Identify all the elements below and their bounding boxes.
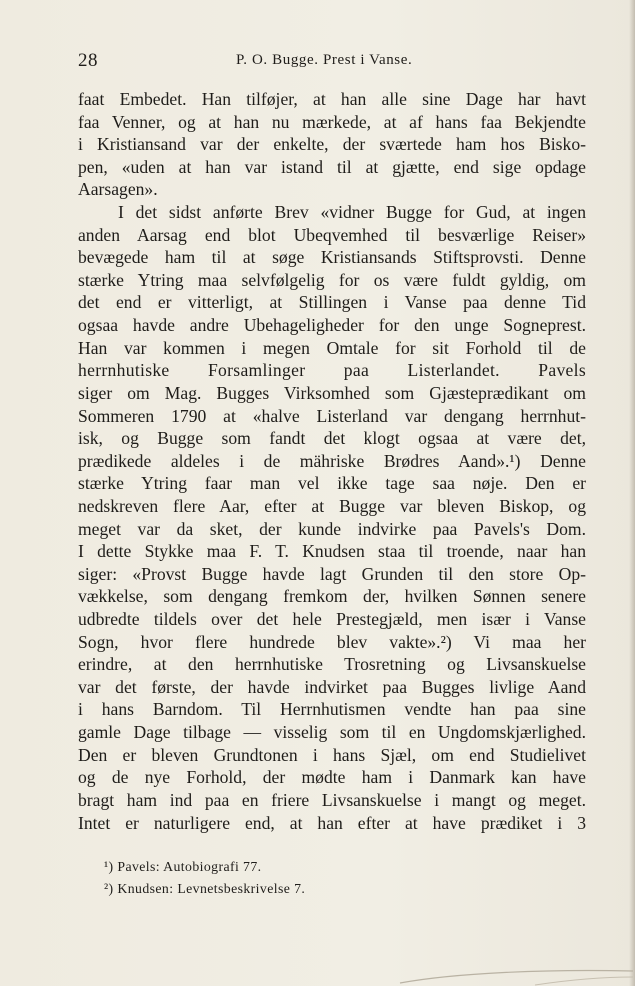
text-line: det end er vitterligt, at Stillingen i Vanse paa denne Tid [78, 292, 586, 313]
page-edge-shadow [629, 0, 635, 986]
text-line: anden Aarsag end blot Ubeqvemhed til besværlige Reiser» [78, 224, 586, 245]
text-line: herrnhutiske Forsamlinger paa Listerlandet. Pavels [78, 360, 586, 381]
text-line: var det første, der havde indvirket paa Bugges livlige Aand [78, 676, 586, 697]
body-text [78, 88, 586, 834]
text-line: erindre, at den herrnhutiske Trosretning og Livsanskuelse [78, 654, 586, 675]
text-line: stærke Ytring faar man vel ikke tage saa nøje. Den er [78, 473, 586, 494]
text-line: I det sidst anførte Brev «vidner Bugge for Gud, at ingen [118, 202, 586, 223]
text-line: gamle Dage tilbage — visselig som til en Ungdomskjærlighed. [78, 722, 586, 743]
text-line: Intet er naturligere end, at han efter at have prædiket i 3 [78, 812, 586, 833]
text-line: Den er bleven Grundtonen i hans Sjæl, om end Studielivet [78, 744, 586, 765]
text-line: og de nye Forhold, der mødte ham i Danmark kan have [78, 767, 586, 788]
text-line: stærke Ytring maa selvfølgelig for os være fuldt gyldig, om [78, 269, 586, 290]
text-line: meget var da sket, der kunde indvirke paa Pavels's Dom. [78, 518, 586, 539]
text-line: pen, «uden at han var istand til at gjætte, end sige opdage [78, 156, 586, 177]
text-line: isk, og Bugge som fandt det klogt ogsaa at være det, [78, 428, 586, 449]
text-line: Aarsagen». [78, 179, 158, 200]
footnote: ²) Knudsen: Levnetsbeskrivelse 7. [104, 881, 306, 896]
footnotes [104, 856, 564, 900]
text-line: faa Venner, og at han nu mærkede, at af hans faa Bekjendte [78, 111, 586, 132]
text-line: bevægede ham til at søge Kristiansands Stiftsprovsti. Denne [78, 247, 586, 268]
text-line: udbredte tildels over det hele Prestegjæld, men især i Vanse [78, 609, 586, 630]
text-line: Sommeren 1790 at «halve Listerland var dengang herrnhut- [78, 405, 586, 426]
page-number: 28 [78, 50, 98, 71]
page-header [78, 50, 586, 74]
text-line: vækkelse, som dengang fremkom der, hvilken Sønnen senere [78, 586, 586, 607]
text-line: siger: «Provst Bugge havde lagt Grunden til den store Op- [78, 563, 586, 584]
text-line: prædikede aldeles i de mähriske Brødres Aand».¹) Denne [78, 450, 586, 471]
text-line: Sogn, hvor flere hundrede blev vakte».²) Vi maa her [78, 631, 586, 652]
text-line: I dette Stykke maa F. T. Knudsen staa til troende, naar han [78, 541, 586, 562]
text-line: faat Embedet. Han tilføjer, at han alle sine Dage har havt [78, 89, 586, 109]
text-line: i Kristiansand var der enkelte, der sværtede ham hos Bisko- [78, 134, 586, 155]
text-line: nedskreven flere Aar, efter at Bugge var bleven Biskop, og [78, 495, 586, 516]
text-line: Han var kommen i megen Omtale for sit Forhold til de [78, 337, 586, 358]
footnote: ¹) Pavels: Autobiografi 77. [104, 859, 262, 874]
text-line: ogsaa havde andre Ubehageligheder for den unge Sogneprest. [78, 315, 586, 336]
text-line: i hans Barndom. Til Herrnhutismen vendte han paa sine [78, 699, 586, 720]
running-head: P. O. Bugge. Prest i Vanse. [236, 52, 413, 68]
text-line: siger om Mag. Bugges Virksomhed som Gjæsteprædikant om [78, 382, 586, 403]
text-line: bragt ham ind paa en friere Livsanskuelse i mangt og meget. [78, 789, 586, 810]
page-curl-mark [395, 955, 635, 986]
